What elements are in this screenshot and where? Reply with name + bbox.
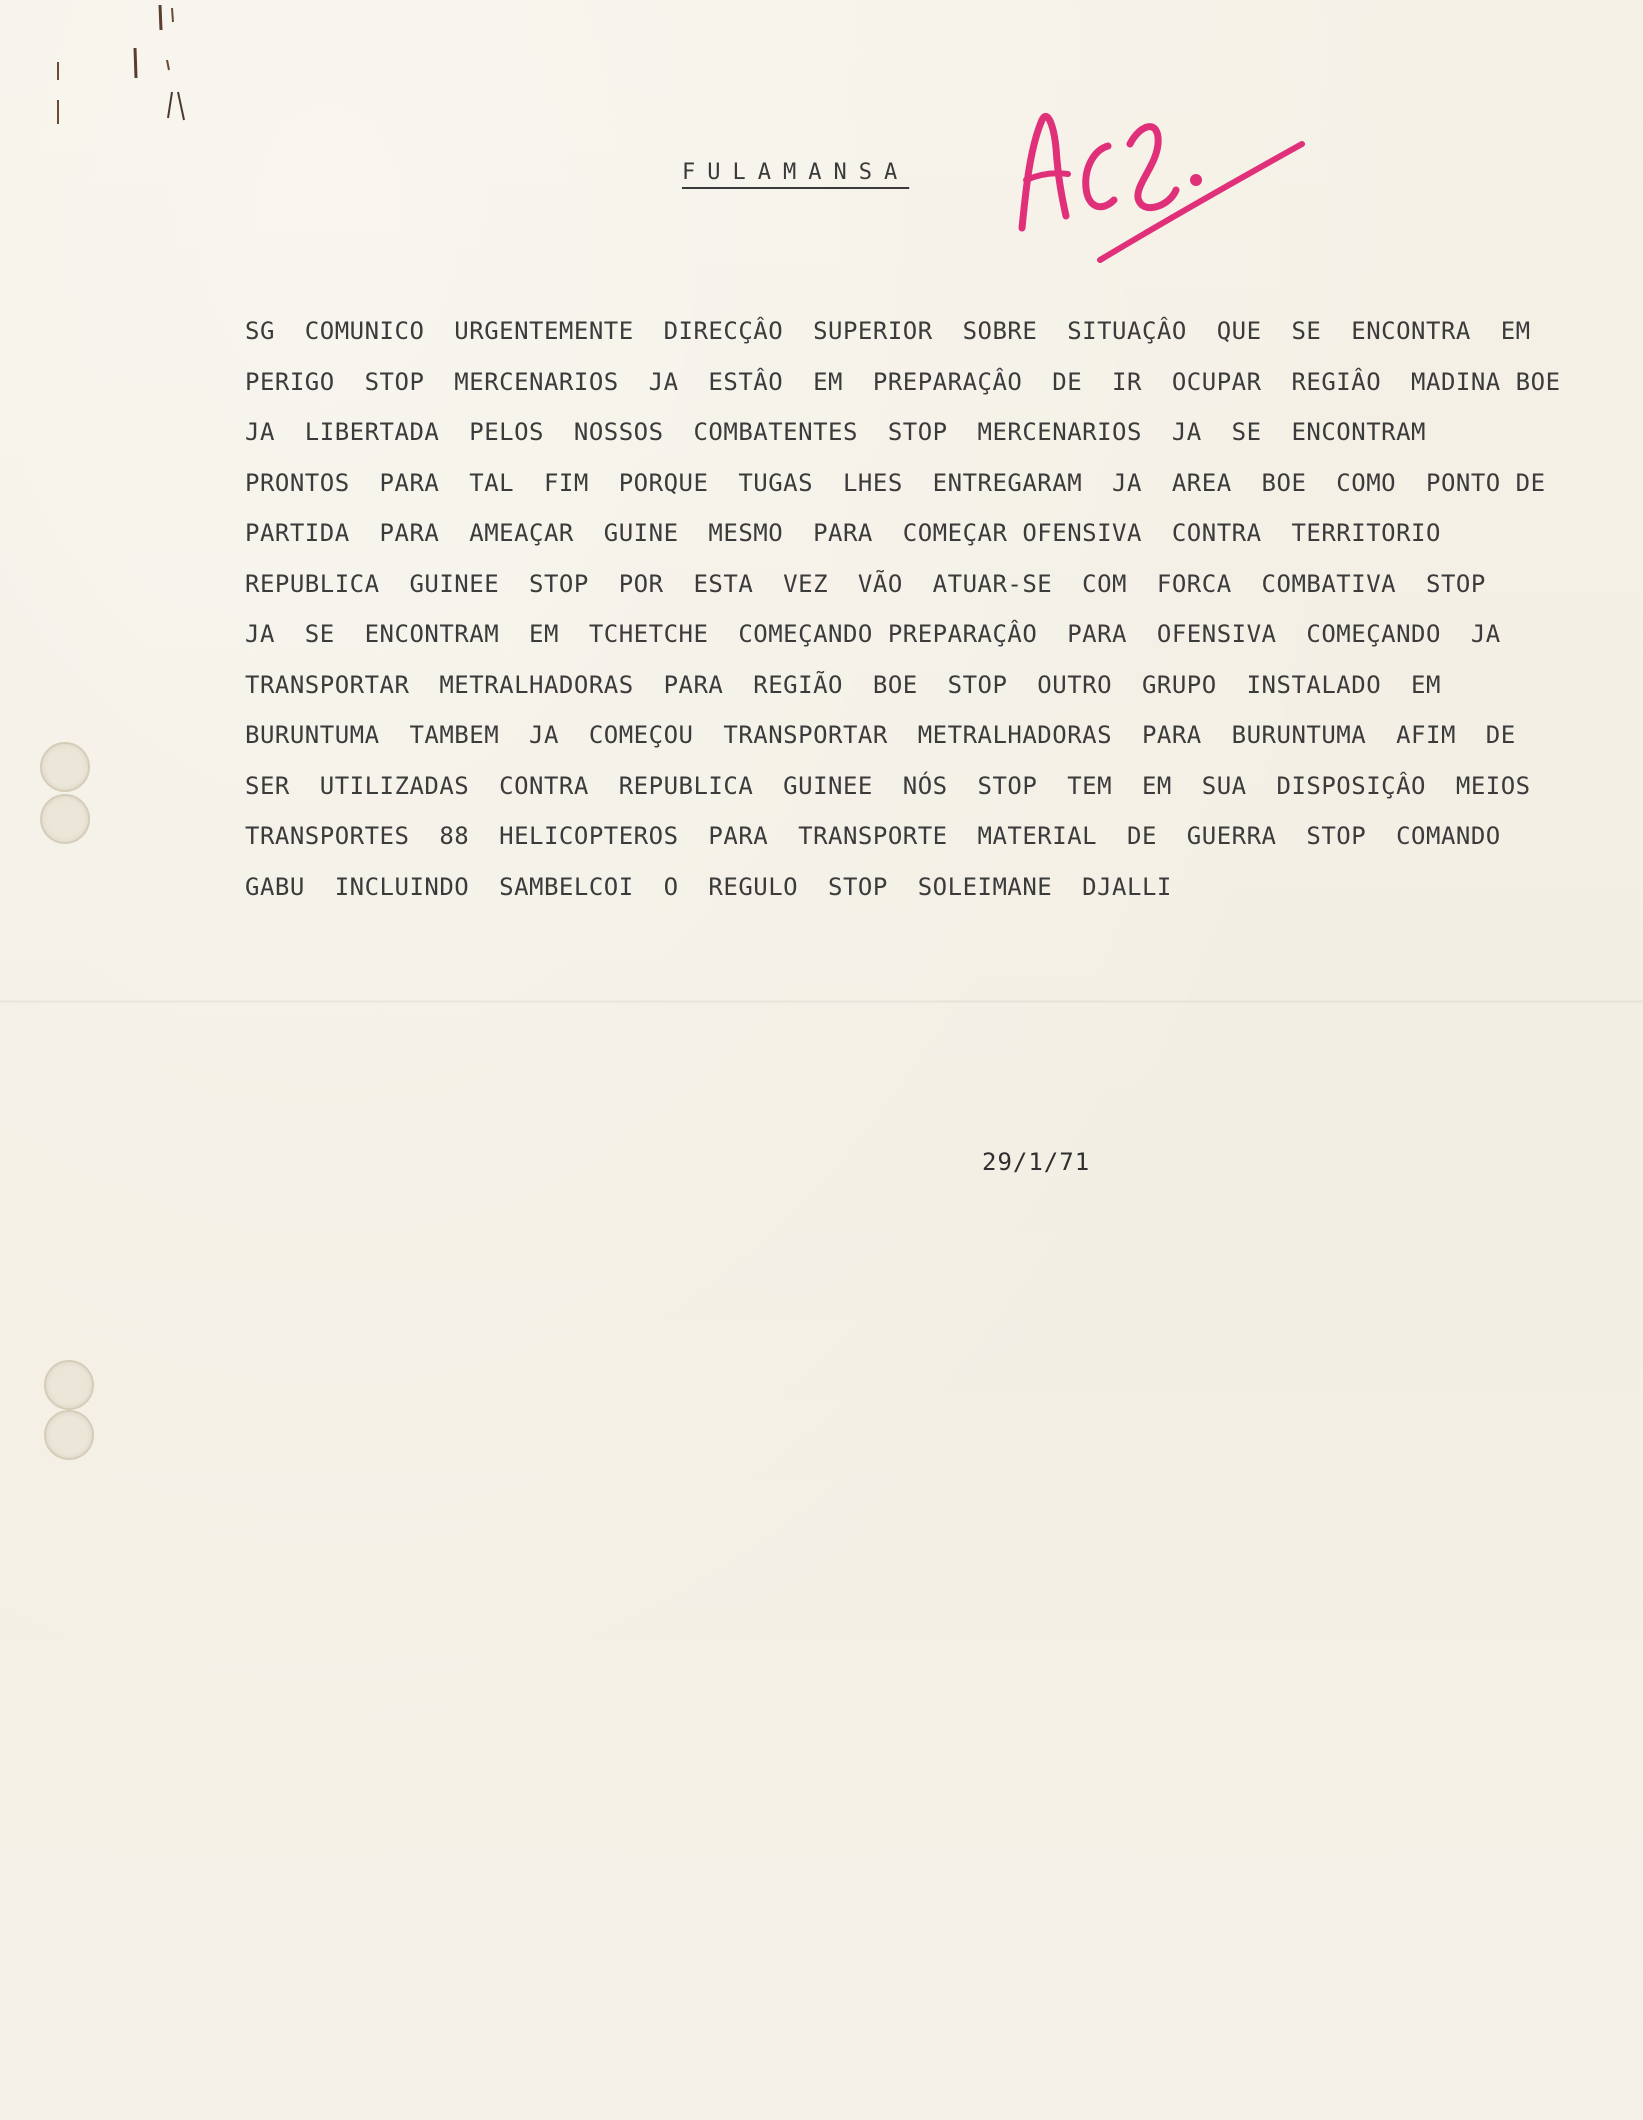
paper-fold-line [0, 1000, 1643, 1003]
body-line: PARTIDA PARA AMEAÇAR GUINE MESMO PARA COMEÇAR OFENSIVA CONTRA TERRITORIO [245, 519, 1441, 547]
body-line: BURUNTUMA TAMBEM JA COMEÇOU TRANSPORTAR METRALHADORAS PARA BURUNTUMA AFIM DE [245, 721, 1516, 749]
body-line: GABU INCLUINDO SAMBELCOI O REGULO STOP SOLEIMANE DJALLI [245, 872, 1172, 901]
body-line: REPUBLICA GUINEE STOP POR ESTA VEZ VÃO ATUAR-SE COM FORCA COMBATIVA STOP [245, 569, 1486, 598]
body-line: JA SE ENCONTRAM EM TCHETCHE COMEÇANDO PREPARAÇÂO PARA OFENSIVA COMEÇANDO JA [245, 620, 1501, 648]
punch-hole [44, 1360, 94, 1410]
body-line: TRANSPORTAR METRALHADORAS PARA REGIÃO BOE STOP OUTRO GRUPO INSTALADO EM [245, 670, 1441, 699]
body-line: JA LIBERTADA PELOS NOSSOS COMBATENTES STOP MERCENARIOS JA SE ENCONTRAM [245, 418, 1426, 446]
body-line: SG COMUNICO URGENTEMENTE DIRECÇÂO SUPERIOR SOBRE SITUAÇÂO QUE SE ENCONTRA EM [245, 317, 1531, 345]
document-title: FULAMANSA [682, 160, 910, 185]
stain-marks [40, 0, 240, 140]
body-line: PERIGO STOP MERCENARIOS JA ESTÂO EM PREPARAÇÂO DE IR OCUPAR REGIÂO MADINA BOE [245, 367, 1561, 396]
punch-hole [40, 794, 90, 844]
handwritten-annotation [1010, 88, 1310, 278]
body-line: TRANSPORTES 88 HELICOPTEROS PARA TRANSPORTE MATERIAL DE GUERRA STOP COMANDO [245, 822, 1501, 850]
body-line: PRONTOS PARA TAL FIM PORQUE TUGAS LHES ENTREGARAM JA AREA BOE COMO PONTO DE [245, 468, 1546, 497]
punch-hole [40, 742, 90, 792]
telegram-body [245, 306, 1630, 912]
document-date: 29/1/71 [982, 1148, 1091, 1176]
punch-hole [44, 1410, 94, 1460]
body-line: SER UTILIZADAS CONTRA REPUBLICA GUINEE NÓS STOP TEM EM SUA DISPOSIÇÂO MEIOS [245, 771, 1531, 800]
